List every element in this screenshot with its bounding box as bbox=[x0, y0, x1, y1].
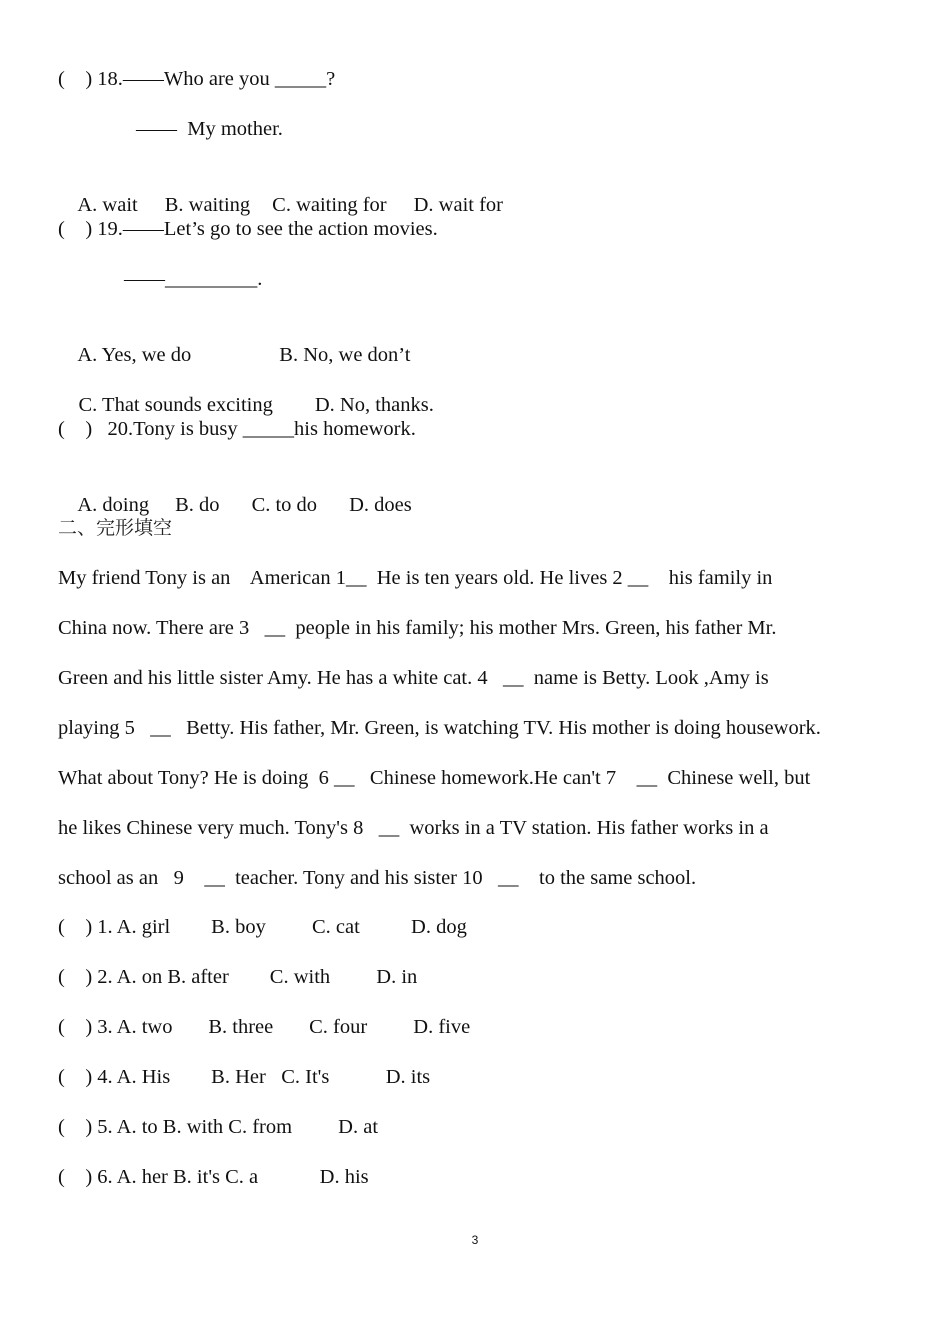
option-d: D. wait for bbox=[413, 194, 503, 216]
cloze-item-5: ( ) 5. A. to B. with C. from D. at bbox=[58, 1116, 379, 1138]
cloze-item-1: ( ) 1. A. girl B. boy C. cat D. dog bbox=[58, 916, 467, 938]
option-c: C. That sounds exciting bbox=[78, 394, 273, 416]
passage-line: What about Tony? He is doing 6 __ Chinese homework.He can't 7 __ Chinese well, but bbox=[58, 767, 811, 789]
cloze-item-4: ( ) 4. A. His B. Her C. It's D. its bbox=[58, 1066, 431, 1088]
option-d: D. does bbox=[349, 494, 412, 516]
option-b: B. No, we don’t bbox=[279, 344, 411, 366]
section-title: 二、完形填空 bbox=[58, 517, 173, 539]
option-c: C. to do bbox=[251, 494, 318, 516]
cloze-item-3: ( ) 3. A. two B. three C. four D. five bbox=[58, 1016, 471, 1038]
cloze-item-2: ( ) 2. A. on B. after C. with D. in bbox=[58, 966, 418, 988]
question-19-stem: ( ) 19.——Let’s go to see the action movies. bbox=[58, 218, 438, 240]
passage-line: China now. There are 3 __ people in his family; his mother Mrs. Green, his father Mr. bbox=[58, 617, 777, 639]
option-a: A. Yes, we do bbox=[77, 344, 192, 366]
option-a: A. doing bbox=[77, 494, 150, 516]
question-18-answer: —— My mother. bbox=[136, 118, 283, 140]
option-d: D. No, thanks. bbox=[314, 394, 434, 416]
page-number: 3 bbox=[471, 1233, 479, 1247]
option-c: C. waiting for bbox=[272, 194, 387, 216]
cloze-item-6: ( ) 6. A. her B. it's C. a D. his bbox=[58, 1166, 369, 1188]
passage-line: playing 5 __ Betty. His father, Mr. Green, is watching TV. His mother is doing housework. bbox=[58, 717, 821, 739]
option-b: B. do bbox=[175, 494, 220, 516]
option-a: A. wait bbox=[77, 194, 138, 216]
question-20-stem: ( ) 20.Tony is busy _____his homework. bbox=[58, 418, 416, 440]
question-18-stem: ( ) 18.——Who are you _____? bbox=[58, 68, 336, 90]
question-19-answer: ——_________. bbox=[124, 268, 263, 290]
passage-line: Green and his little sister Amy. He has a white cat. 4 __ name is Betty. Look ,Amy is bbox=[58, 667, 769, 689]
passage-line: My friend Tony is an American 1__ He is ten years old. He lives 2 __ his family in bbox=[58, 567, 773, 589]
passage-line: school as an 9 __ teacher. Tony and his sister 10 __ to the same school. bbox=[58, 867, 697, 889]
passage-line: he likes Chinese very much. Tony's 8 __ works in a TV station. His father works in a bbox=[58, 817, 769, 839]
option-b: B. waiting bbox=[164, 194, 251, 216]
